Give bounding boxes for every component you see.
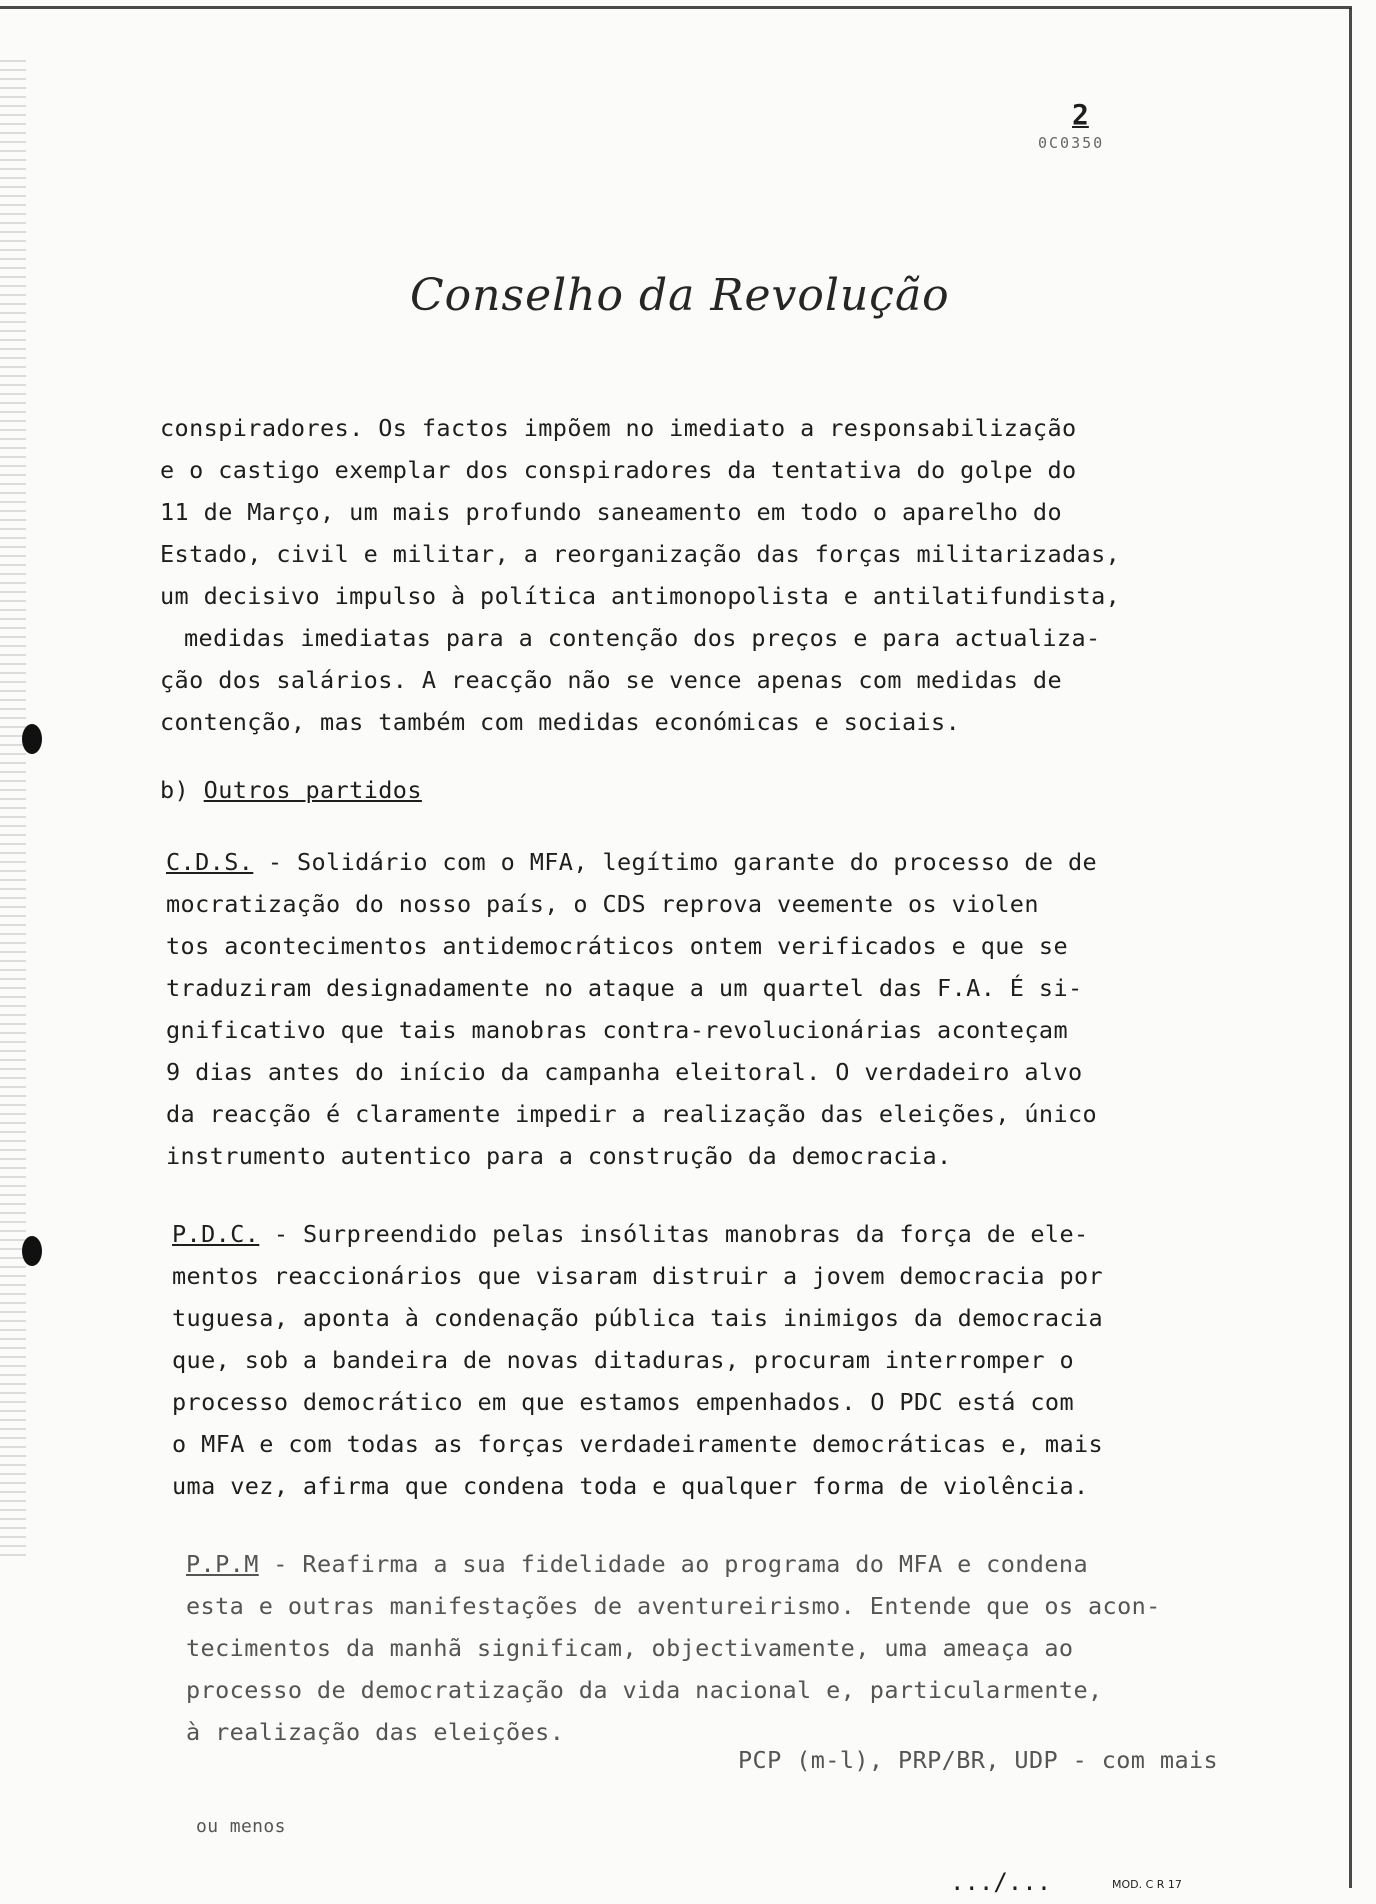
text-line: processo de democratização da vida nacional e, particularmente, — [186, 1676, 1103, 1704]
text-line: à realização das eleições. — [186, 1718, 565, 1746]
party-abbr-cds: C.D.S. — [166, 848, 254, 876]
section-heading — [160, 776, 422, 804]
text-line: mentos reaccionários que visaram distruir a jovem democracia por — [172, 1262, 1104, 1290]
page-number: 2 — [1072, 98, 1089, 131]
text-line: ção dos salários. A reacção não se vence apenas com medidas de — [160, 666, 1062, 694]
text-line — [166, 848, 1097, 876]
text-line: contenção, mas também com medidas económicas e sociais. — [160, 708, 961, 736]
stamp-code: 0C0350 — [1038, 134, 1105, 152]
text-line: processo democrático em que estamos empenhados. O PDC está com — [172, 1388, 1074, 1416]
text-line: que, sob a bandeira de novas ditaduras, procuram interromper o — [172, 1346, 1074, 1374]
trailing-line: ou menos — [196, 1816, 286, 1837]
party-abbr-ppm: P.P.M — [186, 1550, 259, 1578]
text-line: da reacção é claramente impedir a realização das eleições, único — [166, 1100, 1098, 1128]
party-abbr-pdc: P.D.C. — [172, 1220, 260, 1248]
text-line: tuguesa, aponta à condenação pública tais inimigos da democracia — [172, 1304, 1104, 1332]
text-line: 9 dias antes do início da campanha eleitoral. O verdadeiro alvo — [166, 1058, 1083, 1086]
trailing-line: PCP (m-l), PRP/BR, UDP - com mais — [738, 1746, 1219, 1774]
punch-hole — [22, 724, 42, 754]
text-line — [172, 1220, 1089, 1248]
text-line: tos acontecimentos antidemocráticos ontem verificados e que se — [166, 932, 1068, 960]
text-line: mocratização do nosso país, o CDS reprova veemente os violen — [166, 890, 1039, 918]
section-title: Outros partidos — [203, 776, 422, 804]
text-line: e o castigo exemplar dos conspiradores da tentativa do golpe do — [160, 456, 1077, 484]
page-border-right — [1349, 8, 1352, 1888]
text-line: tecimentos da manhã significam, objectivamente, uma ameaça ao — [186, 1634, 1074, 1662]
text-line: um decisivo impulso à política antimonopolista e antilatifundista, — [160, 582, 1121, 610]
section-label: b) — [160, 776, 190, 804]
text-line: 11 de Março, um mais profundo saneamento em todo o aparelho do — [160, 498, 1062, 526]
form-code: MOD. C R 17 — [1112, 1878, 1182, 1891]
text-line: medidas imediatas para a contenção dos preços e para actualiza- — [184, 624, 1101, 652]
text-span: - Surpreendido pelas insólitas manobras da força de ele- — [259, 1220, 1089, 1248]
text-line: Estado, civil e militar, a reorganização das forças militarizadas, — [160, 540, 1121, 568]
page-border-top — [0, 6, 1352, 9]
text-line: o MFA e com todas as forças verdadeiramente democráticas e, mais — [172, 1430, 1104, 1458]
scan-edge-shadow — [0, 60, 26, 1560]
letterhead-title: Conselho da Revolução — [410, 270, 950, 321]
text-line: conspiradores. Os factos impõem no imediato a responsabilização — [160, 414, 1077, 442]
text-line — [186, 1550, 1088, 1578]
text-span: - Solidário com o MFA, legítimo garante do processo de de — [253, 848, 1098, 876]
continuation-marker: .../... — [950, 1868, 1052, 1896]
text-line: gnificativo que tais manobras contra-revolucionárias aconteçam — [166, 1016, 1068, 1044]
text-line: esta e outras manifestações de aventureirismo. Entende que os acon- — [186, 1592, 1161, 1620]
punch-hole — [22, 1236, 42, 1266]
text-line: uma vez, afirma que condena toda e qualquer forma de violência. — [172, 1472, 1089, 1500]
text-span: - Reafirma a sua fidelidade ao programa do MFA e condena — [258, 1550, 1088, 1578]
text-line: traduziram designadamente no ataque a um quartel das F.A. É si- — [166, 974, 1083, 1002]
text-line: instrumento autentico para a construção da democracia. — [166, 1142, 952, 1170]
